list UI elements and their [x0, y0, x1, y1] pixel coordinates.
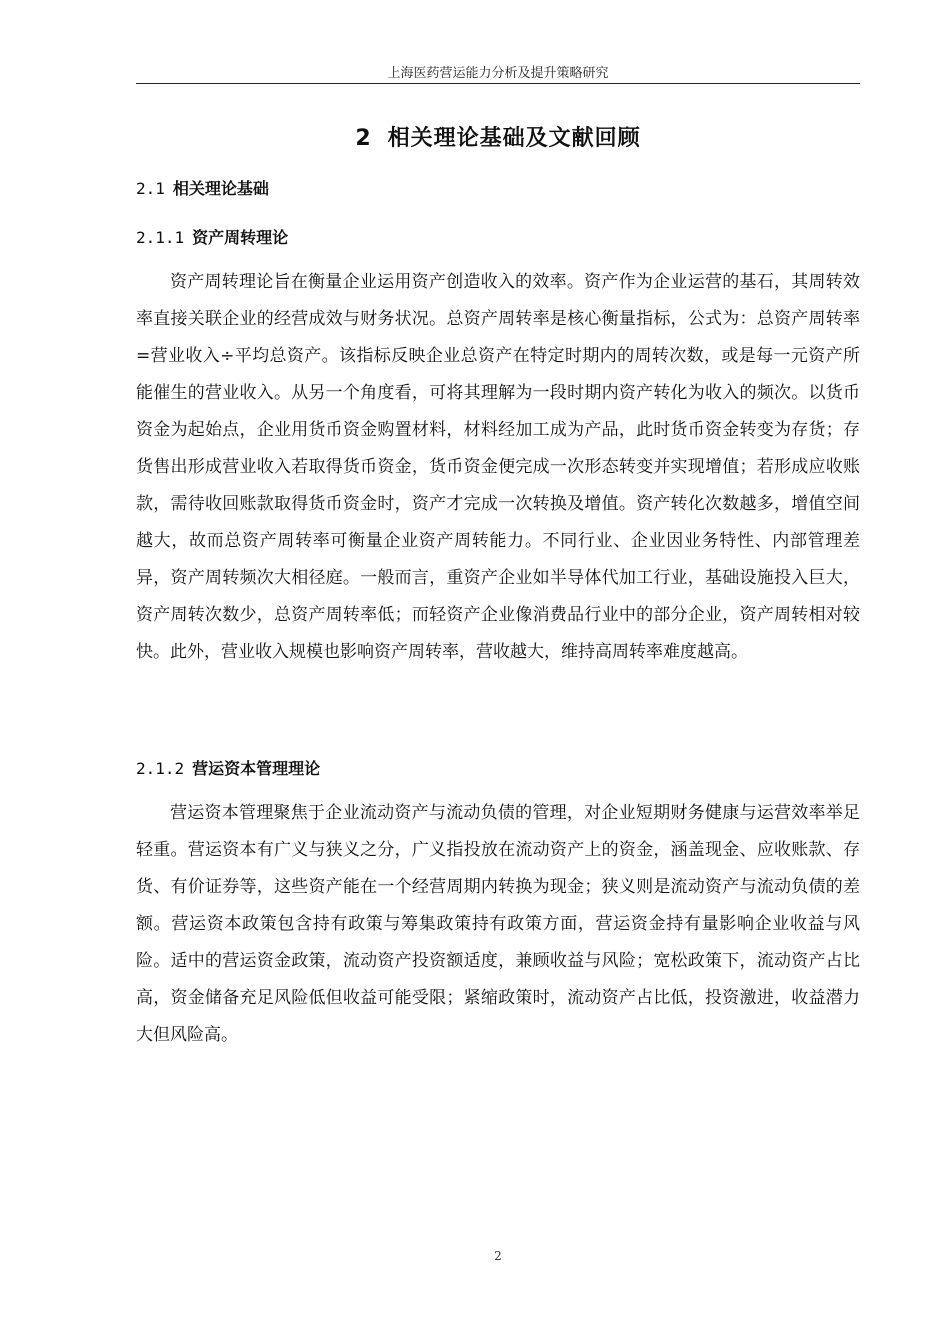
section-number: 2.1.2	[136, 759, 185, 778]
section-number: 2.1	[136, 179, 165, 198]
page-number: 2	[494, 1249, 502, 1263]
chapter-number: 2	[355, 126, 372, 151]
chapter-title-text: 相关理论基础及文献回顾	[387, 126, 641, 151]
section-heading-2-1-1	[136, 225, 288, 248]
section-title: 相关理论基础	[172, 179, 269, 198]
section-title: 营运资本管理理论	[192, 759, 321, 778]
chapter-title	[136, 121, 860, 152]
running-header: 上海医药营运能力分析及提升策略研究	[387, 66, 609, 81]
body-paragraph-asset-turnover: 资产周转理论旨在衡量企业运用资产创造收入的效率。资产作为企业运营的基石，其周转效率直接关联企业的经营成效与财务状况。总资产周转率是核心衡量指标，公式为：总资产周转率=营业收入÷平均总资产。该指标反映企业总资产在特定时期内的周转次数，或是每一元资产所能催生的营业收入。从另一个角度看，可将其理解为一段时期内资产转化为收入的频次。以货币资金为起始点，企业用货币资金购置材料，材料经加工成为产品，此时货币资金转变为存货；存货售出形成营业收入若取得货币资金，货币资金便完成一次形态转变并实现增值；若形成应收账款，需待收回账款取得货币资金时，资产才完成一次转换及增值。资产转化次数越多，增值空间越大，故而总资产周转率可衡量企业资产周转能力。不同行业、企业因业务特性、内部管理差异，资产周转频次大相径庭。一般而言，重资产企业如半导体代加工行业，基础设施投入巨大，资产周转次数少，总资产周转率低；而轻资产企业像消费品行业中的部分企业，资产周转相对较快。此外，营业收入规模也影响资产周转率，营收越大，维持高周转率难度越高。	[136, 272, 860, 662]
section-heading-2-1-2	[136, 756, 320, 779]
section-number: 2.1.1	[136, 228, 185, 247]
section-title: 资产周转理论	[192, 228, 289, 247]
body-paragraph-working-capital: 营运资本管理聚焦于企业流动资产与流动负债的管理，对企业短期财务健康与运营效率举足轻重。营运资本有广义与狭义之分，广义指投放在流动资产上的资金，涵盖现金、应收账款、存货、有价证券等，这些资产能在一个经营周期内转换为现金；狭义则是流动资产与流动负债的差额。营运资本政策包含持有政策与筹集政策持有政策方面，营运资金持有量影响企业收益与风险。适中的营运资金政策，流动资产投资额适度，兼顾收益与风险；宽松政策下，流动资产占比高，资金储备充足风险低但收益可能受限；紧缩政策时，流动资产占比低，投资激进，收益潜力大但风险高。	[136, 803, 860, 1045]
header-divider	[136, 83, 860, 84]
section-heading-2-1	[136, 176, 269, 199]
